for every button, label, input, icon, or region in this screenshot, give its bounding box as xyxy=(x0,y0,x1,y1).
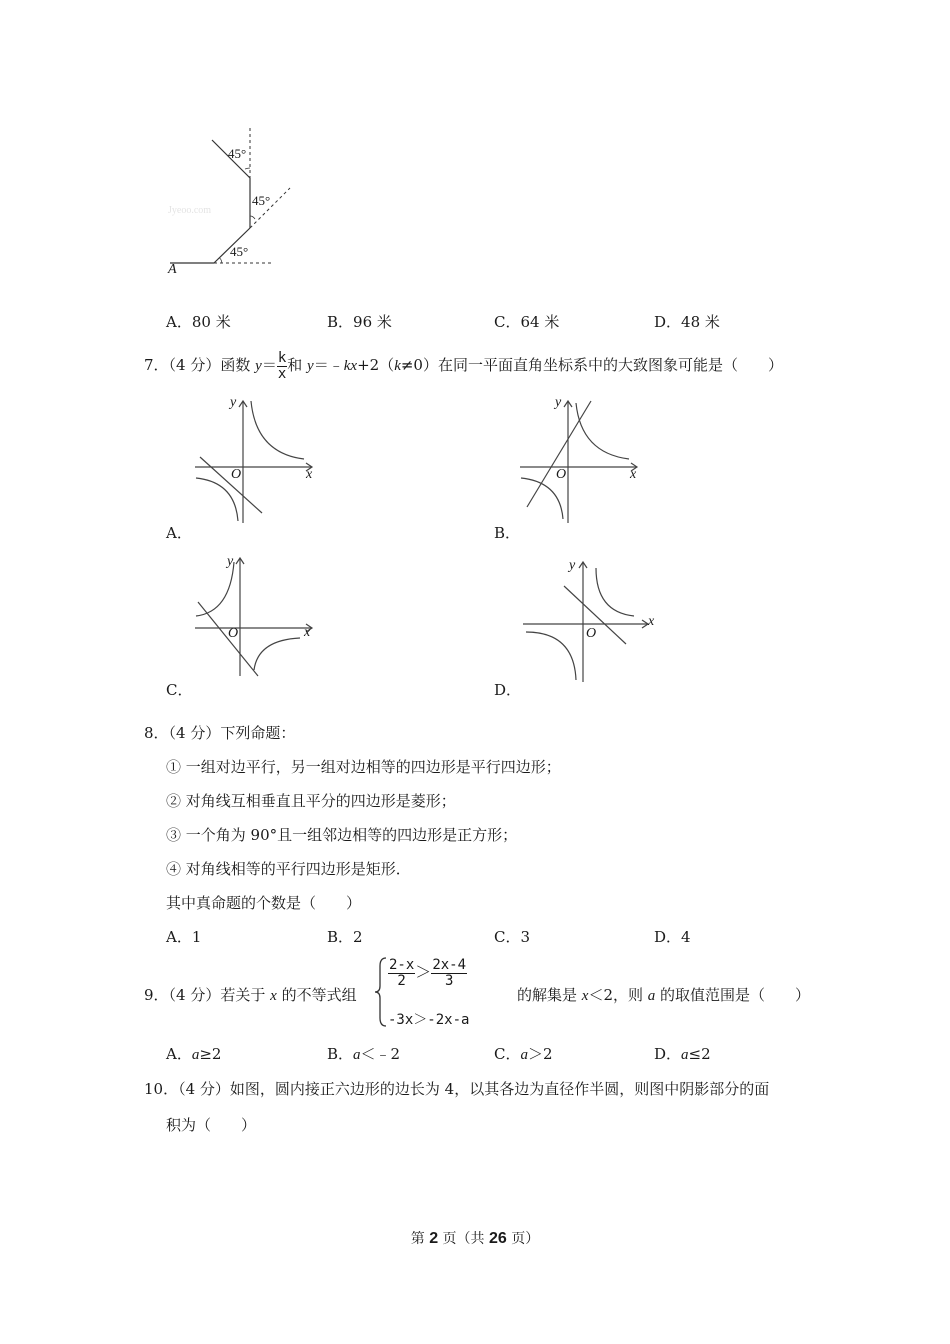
q9-option-d: D．a≤2 xyxy=(654,1045,711,1063)
q7-graph-d xyxy=(520,556,660,686)
q8-option-c: C．3 xyxy=(494,928,531,946)
q9-stem-start: 9．（4 分）若关于 x 的不等式组 xyxy=(144,986,357,1004)
graph-c-x-label: x xyxy=(304,625,311,640)
q10-stem-line1: 10．（4 分）如图，圆内接正六边形的边长为 4，以其各边为直径作半圆，则图中阴影部分的面 xyxy=(144,1080,770,1098)
q8-item-3: ③ 一个角为 90°且一组邻边相等的四边形是正方形； xyxy=(166,826,518,844)
q8-option-d: D．4 xyxy=(654,928,691,946)
angle-label-1: 45° xyxy=(228,146,247,161)
graph-b-x-label: x xyxy=(630,467,637,482)
q8-item-1: ① 一组对边平行，另一组对边相等的四边形是平行四边形； xyxy=(166,758,561,776)
graph-d-y-label: y xyxy=(569,558,576,573)
total-pages: 26 xyxy=(489,1230,507,1247)
graph-b-origin-label: O xyxy=(556,467,567,482)
q6-option-a: A．80 米 xyxy=(166,313,231,331)
current-page: 2 xyxy=(429,1230,439,1247)
q9-option-b: B．a＜﹣2 xyxy=(327,1045,401,1063)
q6-option-b: B．96 米 xyxy=(327,313,392,331)
graph-b-y-label: y xyxy=(555,395,562,410)
q6-option-c: C．64 米 xyxy=(494,313,560,331)
q9-stem-end: 的解集是 x＜2，则 a 的取值范围是（ ） xyxy=(517,986,811,1004)
q7-graph-a xyxy=(190,395,320,525)
q8-stem: 8．（4 分）下列命题： xyxy=(144,724,296,742)
watermark: Jyeoo.com xyxy=(168,205,212,216)
q7-graph-b xyxy=(515,395,645,525)
q9-option-c: C．a＞2 xyxy=(494,1045,553,1063)
q7-graph-c xyxy=(190,552,320,682)
graph-a-y-label: y xyxy=(230,395,237,410)
q7-option-c: C． xyxy=(166,681,193,699)
graph-c-origin-label: O xyxy=(228,626,239,641)
q7-fraction: $\frac{k}{x}$ xyxy=(277,349,287,382)
angle-label-3: 45° xyxy=(230,244,249,259)
q7-option-a: A． xyxy=(166,524,192,542)
q6-option-d: D．48 米 xyxy=(654,313,720,331)
graph-a-origin-label: O xyxy=(231,467,242,482)
graph-c-y-label: y xyxy=(227,554,234,569)
angle-label-2: 45° xyxy=(252,193,271,208)
graph-a-x-label: x xyxy=(306,467,313,482)
q8-item-4: ④ 对角线相等的平行四边形是矩形． xyxy=(166,860,411,878)
q6-figure xyxy=(160,120,300,280)
q8-question: 其中真命题的个数是（ ） xyxy=(166,894,362,912)
q8-option-a: A．1 xyxy=(166,928,202,946)
page-footer: 第 2 页（共 26 页） xyxy=(410,1230,540,1247)
graph-d-origin-label: O xyxy=(586,626,597,641)
q9-brace xyxy=(374,956,388,1028)
q8-option-b: B．2 xyxy=(327,928,363,946)
q9-inequality-2: -3x＞-2x-a xyxy=(388,1012,470,1028)
q7-stem: 7．（4 分）函数 y＝ $\frac{k}{x}$ 和 y＝﹣kx+2（k≠0）在同一平面直角坐标系中的大致图象可能是（ ） xyxy=(144,349,783,382)
q10-stem-line2: 积为（ ） xyxy=(166,1116,257,1134)
q8-item-2: ② 对角线互相垂直且平分的四边形是菱形； xyxy=(166,792,456,810)
q7-option-b: B． xyxy=(494,524,521,542)
graph-d-x-label: x xyxy=(648,614,655,629)
q9-inequality-1: $\frac{2-x}{2}$ ＞ $\frac{2x-4}{3}$ xyxy=(389,957,467,989)
point-label-a: A xyxy=(168,262,177,277)
q7-option-d: D． xyxy=(494,681,522,699)
q9-option-a: A．a≥2 xyxy=(166,1045,222,1063)
